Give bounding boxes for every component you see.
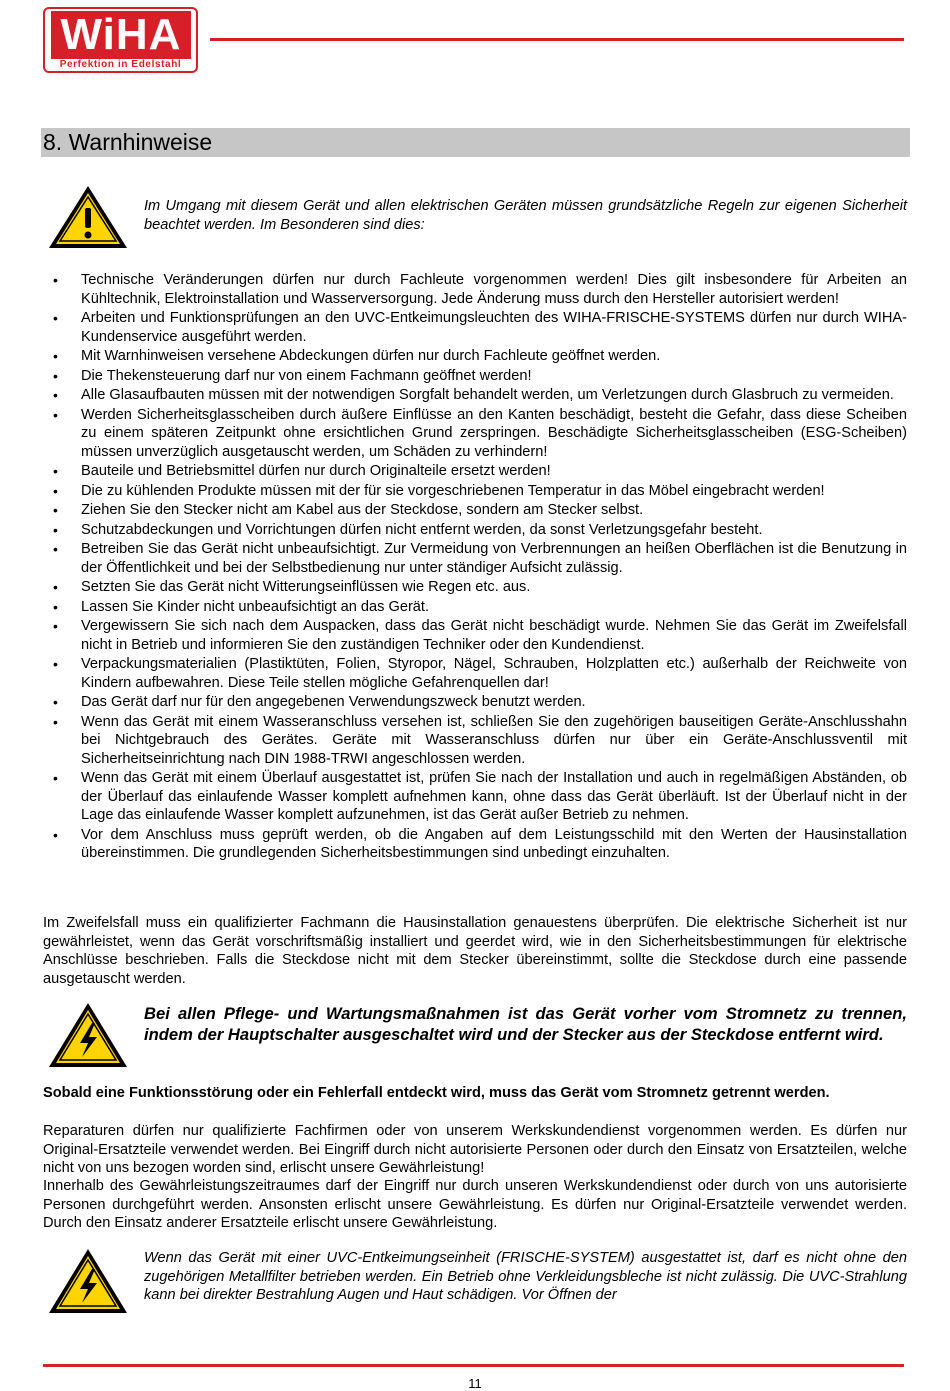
- bullet: •: [53, 348, 58, 364]
- logo-tagline: Perfektion in Edelstahl: [59, 59, 182, 70]
- repairs-note: Reparaturen dürfen nur qualifizierte Fachfirmen oder von unserem Werkskundendienst vorgenommen werden. Es dürfen nur Original-Ersatzteile verwendet werden. Bei Eingriff durch nicht autorisierte Personen oder durch den Einsatz von Ersatzteilen, welche nicht von uns bezogen worden sind, erlischt unsere Gewährleistung!: [43, 1123, 907, 1176]
- bullet: •: [53, 463, 58, 479]
- list-item: • Technische Veränderungen dürfen nur durch Fachleute vorgenommen werden! Dies gilt insbesondere für Arbeiten an Kühltechnik, Elektroinstallation und Wasserversorgung. Jede Änderung muss durch den Hersteller autorisiert werden!: [53, 272, 907, 307]
- list-item: • Vor dem Anschluss muss geprüft werden, ob die Angaben auf dem Leistungsschild mit den Werten der Hausinstallation übereinstimmen. Die grundlegenden Sicherheitsbestimmungen sind unbedingt einzuhalten.: [53, 826, 907, 861]
- bullet: •: [53, 521, 58, 538]
- uvc-warning: Wenn das Gerät mit einer UVC-Entkeimungseinheit (FRISCHE-SYSTEM) ausgestattet ist, darf es nicht ohne den zugehörigen Metallfilter betrieben werden. Ein Betrieb ohne Verkleidungsbleche ist nicht zulässig. Die UVC-Strahlung kann bei direkter Bestrahlung Augen und Haut schädigen. Vor Öffnen der: [144, 1250, 907, 1303]
- list-item: • Alle Glasaufbauten müssen mit der notwendigen Sorgfalt behandelt werden, um Verletzungen durch Glasbruch zu vermeiden.: [53, 387, 894, 403]
- bullet: •: [53, 826, 58, 843]
- list-item: • Verpackungsmaterialien (Plastiktüten, Folien, Styropor, Nägel, Schrauben, Holzplatten etc.) außerhalb der Reichweite von Kindern aufbewahren. Diese Teile stellen mögliche Gefahrenquellen dar!: [53, 656, 907, 691]
- bullet: •: [53, 579, 58, 595]
- bullet: •: [53, 713, 58, 730]
- list-item: • Schutzabdeckungen und Vorrichtungen dürfen nicht entfernt werden, da sonst Verletzungsgefahr besteht.: [53, 521, 763, 538]
- bullet: •: [53, 770, 58, 786]
- list-item: • Lassen Sie Kinder nicht unbeaufsichtigt an das Gerät.: [53, 598, 430, 615]
- header-rule: [210, 38, 904, 41]
- list-item: • Betreiben Sie das Gerät nicht unbeaufsichtigt. Zur Vermeidung von Verbrennungen an heißen Oberflächen ist die Benutzung in der Öffentlichkeit und bei der Selbstbedienung nur unter ständiger Aufsicht zulässig.: [53, 541, 907, 576]
- bullet: •: [53, 502, 58, 518]
- page-number: 11: [468, 1376, 482, 1391]
- installation-note: Im Zweifelsfall muss ein qualifizierter Fachmann die Hausinstallation genauestens überprüfen. Die elektrische Sicherheit ist nur gewährleistet, wenn das Gerät vorschriftsmäßig installiert und geerdet wird, wie in den Sicherheitsbestimmungen für elektrische Anschlüsse beschrieben. Falls die Steckdose nicht mit dem Stecker übereinstimmt, sollte die Steckdose durch eine passende ausgetauscht werden.: [43, 915, 907, 987]
- bullet: •: [53, 310, 58, 326]
- list-item: • Arbeiten und Funktionsprüfungen an den UVC-Entkeimungsleuchten des WIHA-FRISCHE-SYSTEMS dürfen nur durch WIHA-Kundenservice ausgeführt werden.: [53, 310, 907, 345]
- bullet: •: [53, 694, 58, 710]
- list-item: • Die zu kühlenden Produkte müssen mit der für sie vorgeschriebenen Temperatur in das Möbel eingebracht werden!: [53, 482, 825, 499]
- list-item: • Ziehen Sie den Stecker nicht am Kabel aus der Steckdose, sondern am Stecker selbst.: [53, 502, 644, 518]
- bullet: •: [53, 598, 58, 615]
- exclamation-warning-icon: [47, 184, 129, 250]
- bullet: •: [53, 541, 58, 557]
- list-item: • Das Gerät darf nur für den angegebenen Verwendungszweck benutzt werden.: [53, 694, 586, 710]
- warranty-note: Innerhalb des Gewährleistungszeitraumes darf der Eingriff nur durch unseren Werkskundendienst oder durch von uns autorisierte Personen durchgeführt werden. Ansonsten erlischt unsere Gewährleistung. Es dürfen nur Original-Ersatzteile verwendet werden. Durch den Einsatz anderer Ersatzteile erlischt unsere Gewährleistung.: [43, 1178, 907, 1231]
- list-item: • Wenn das Gerät mit einem Überlauf ausgestattet ist, prüfen Sie nach der Installation und auch in regelmäßigen Abständen, ob der Überlauf das einlaufende Wasser komplett aufnehmen kann, ohne dass das Gerät überläuft. Ist der Überlauf nicht in der Lage das einlaufende Wasser komplett aufzunehmen, ist das Gerät außer Betrieb zu nehmen.: [53, 770, 907, 823]
- bullet: •: [53, 406, 58, 423]
- list-item: • Mit Warnhinweisen versehene Abdeckungen dürfen nur durch Fachleute geöffnet werden.: [53, 348, 661, 364]
- footer-rule: [43, 1364, 904, 1367]
- wiha-logo: [43, 7, 198, 73]
- bullet: •: [53, 272, 58, 288]
- bullet: •: [53, 387, 58, 403]
- list-item: • Die Thekensteuerung darf nur von einem Fachmann geöffnet werden!: [53, 367, 532, 384]
- bullet: •: [53, 656, 58, 672]
- list-item: • Vergewissern Sie sich nach dem Auspacken, dass das Gerät nicht beschädigt wurde. Nehmen Sie das Gerät im Zweifelsfall nicht in Betrieb und informieren Sie den zuständigen Techniker oder den Kundendienst.: [53, 618, 907, 653]
- bullet: •: [53, 367, 58, 384]
- maintenance-warning: Bei allen Pflege- und Wartungsmaßnahmen ist das Gerät vorher vom Stromnetz zu trennen, indem der Hauptschalter ausgeschaltet wird und der Stecker aus der Steckdose entfernt wird.: [144, 1004, 907, 1044]
- bullet: •: [53, 482, 58, 499]
- section-heading-bar: [41, 128, 910, 157]
- list-item: • Bauteile und Betriebsmittel dürfen nur durch Originalteile ersetzt werden!: [53, 463, 551, 479]
- warning-rules-list: [43, 271, 907, 864]
- section-title: 8. Warnhinweise: [43, 129, 213, 155]
- list-item: • Wenn das Gerät mit einem Wasseranschluss versehen ist, schließen Sie den zugehörigen bauseitigen Geräte-Anschlusshahn bei Nichtgebrauch des Gerätes. Geräte mit Wasseranschluss dürfen nur über ein Geräte-Anschlussventil mit Sicherheitseinrichtung nach DIN 1988-TRWI angeschlossen werden.: [53, 713, 907, 767]
- list-item: • Werden Sicherheitsglasscheiben durch äußere Einflüsse an den Kanten beschädigt, besteht die Gefahr, dass diese Scheiben zu einem späteren Zeitpunkt ohne ersichtlichen Grund zerspringen. Beschädigte Sicherheitsglasscheiben (ESG-Scheiben) müssen unverzüglich ausgetauscht werden, um Schäden zu verhindern!: [53, 406, 907, 460]
- list-item: • Setzten Sie das Gerät nicht Witterungseinflüssen wie Regen etc. aus.: [53, 579, 531, 595]
- bullet: •: [53, 618, 58, 634]
- logo-wordmark: WiHA: [51, 11, 191, 59]
- high-voltage-warning-icon: [47, 1001, 129, 1069]
- high-voltage-warning-icon: [47, 1247, 129, 1315]
- malfunction-note: Sobald eine Funktionsstörung oder ein Fehlerfall entdeckt wird, muss das Gerät vom Stromnetz getrennt werden.: [43, 1085, 830, 1101]
- intro-text: Im Umgang mit diesem Gerät und allen elektrischen Geräten müssen grundsätzliche Regeln zur eigenen Sicherheit beachtet werden. Im Besonderen sind dies:: [144, 198, 907, 233]
